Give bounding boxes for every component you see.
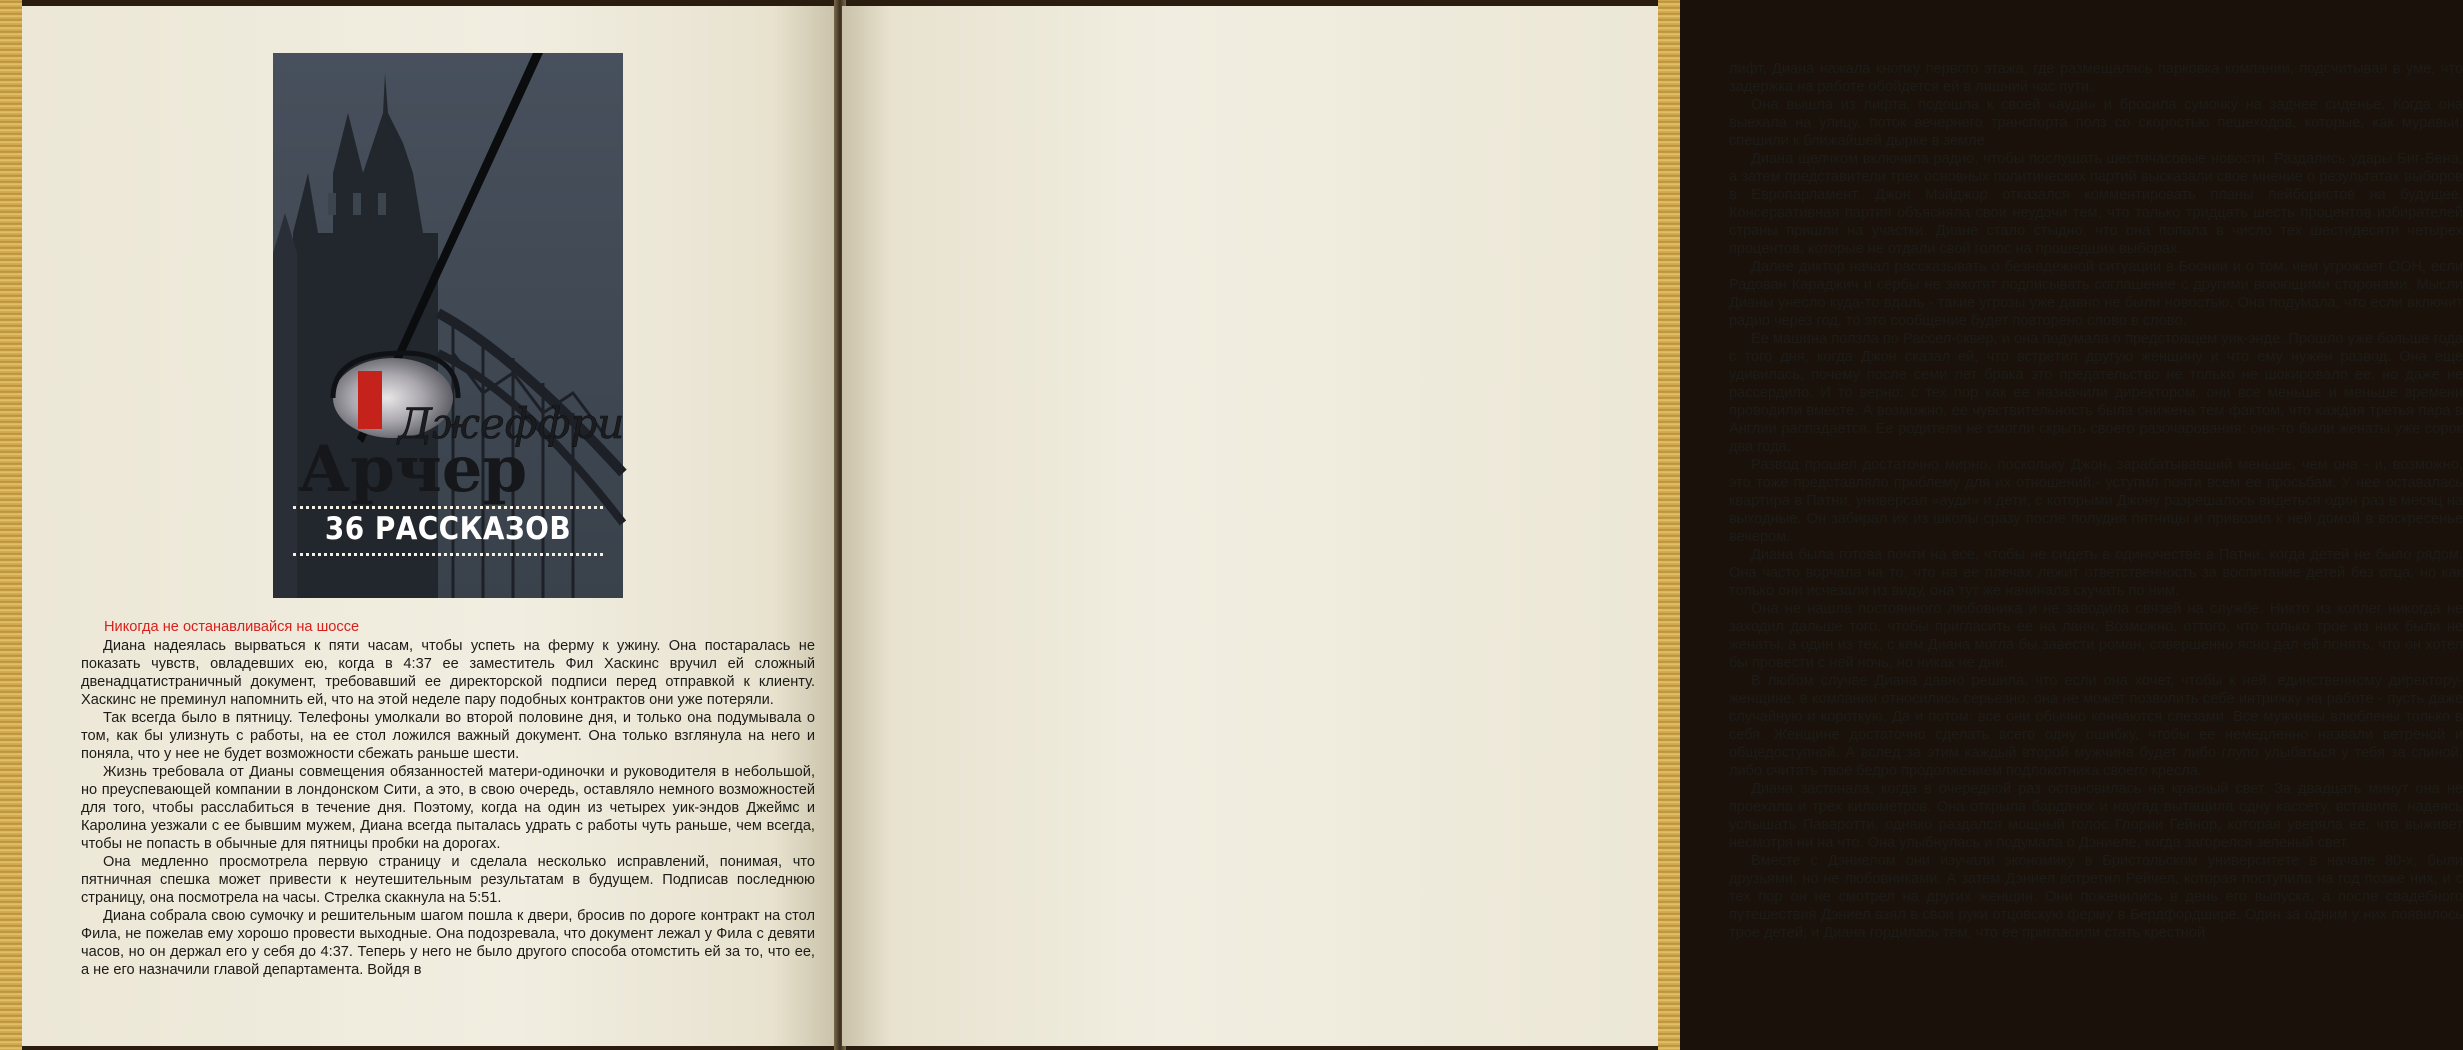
paragraph: Диана застонала, когда в очередной раз остановилась на красный свет. За двадцать минут она не проехала и трех километров. Она открыла бардачок и наугад вытащила одну кассету, вставила, надеясь услышать Паваротти, однако раздался мощный голос Глории Гейнор, которая уверяла ее, что выживет несмотря ни на что. Она улыбнулась и подумала о Дэниеле, когда загорелся зеленый свет. [1729,781,2463,851]
paragraph: Ее машина ползла по Рассел-сквер, и она подумала о предстоящем уик-энде. Прошло уже больше года с того дня, когда Джон сказал ей, что встретил другую женщину и что ему нужен развод. Она еще удивилась, почему после семи лет брака это предательство не только не шокировало ее, но даже не рассердило. И то верно: с тех пор как ее назначили директором, они все меньше и меньше времени проводили вместе. А возможно, ее чувствительность была снижена тем фактом, что каждая третья пара в Англии распадается. Ее родители не смогли скрыть своего разочарования: они-то были женаты уже сорок два года. [1729,331,2463,455]
cover-author-last: Арчер [298,432,528,507]
paragraph: Она вышла из лифта, подошла к своей «ауди» и бросила сумочку на заднее сиденье. Когда она выехала на улицу, поток вечернего транспорта полз со скоростью пешеходов, которые, как муравьи, спешили к ближайшей дырке в земле. [1729,97,2463,149]
paragraph: Она не нашла постоянного любовника и не заводила связей на службе. Никто из коллег никогда не заходил дальше того, чтобы пригласить ее на ланч. Возможно, оттого, что только трое из них были не женаты, а один из тех, с кем Диана могла бы завести роман, совершенно ясно дал ей понять, что он хотел бы провести с ней ночь, но никак не дни. [1729,601,2463,671]
cover-dotted-rule-bottom [293,553,603,556]
paragraph: Далее диктор начал рассказывать о безнадежной ситуации в Боснии и о том, чем угрожает ООН, если Радован Караджич и сербы не захотят подписывать соглашение с другими воюющими сторонами. Мысли Дианы унесло куда-то вдаль - такие угрозы уже давно не были новостью. Она подумала, что если включит радио через год, то это сообщение будет повторено слово в слово. [1729,259,2463,329]
paragraph: Диана надеялась вырваться к пяти часам, чтобы успеть на ферму к ужину. Она постаралась не показать чувств, овладевших ею, когда в 4:37 ее заместитель Фил Хаскинс вручил ей сложный двенадцатистраничный документ, требовавший ее директорской подписи перед отправкой к клиенту. Хаскинс не преминул напомнить ей, что на этой неделе пару подобных контрактов они уже потеряли. [81,638,815,708]
paragraph: Диана щелчком включила радио, чтобы послушать шестичасовые новости. Раздались удары Биг-Бена, а затем представители трех основных политических партий высказали свое мнение о результатах выборов в Европарламент. Джон Мэйджор отказался комментировать планы лейбористов на будущее. Консервативная партия объясняла свои неудачи тем, что только тридцать шесть процентов избирателей страны пришли на участки. Диане стало стыдно, что она попала в число тех шестидесяти четырех процентов, которые не отдали свой голос на прошедших выборах. [1729,151,2463,257]
paragraph: В любом случае Диана давно решила, что если она хочет, чтобы к ней, единственному директору-женщине, в компании относились серьезно, она не может позволить себе интрижку на работе - пусть даже случайную и короткую. Да и потом: все они обычно кончаются слезами. Все мужчины влюблены только в себя. Женщине достаточно сделать всего одну ошибку, чтобы ее немедленно назвали ветреной и общедоступной. А вслед за этим каждый второй мужчина будет либо глупо улыбаться у тебя за спиной, либо считать твое бедро продолжением подлокотника своего кресла. [1729,673,2463,779]
paragraph: Диана собрала свою сумочку и решительным шагом пошла к двери, бросив по дороге контракт на стол Фила, не пожелав ему хорошо провести выходные. Она подозревала, что документ лежал у Фила с девяти часов, но он держал его у себя до 4:37. Теперь у него не было другого способа отомстить ей за то, что ее, а не его назначили главой департамента. Войдя в [81,908,815,978]
paragraph: Развод прошел достаточно мирно, поскольку Джон, зарабатывавший меньше, чем она - и, возможно, это тоже представляло проблему для их отношений,- уступил почти всем ее просьбам. У нее оставалась квартира в Патни, универсал «ауди» и дети, с которыми Джону разрешалось видеться один раз в месяц на выходные. Он забирал их из школы сразу после полудня пятницы и привозил к ней домой в воскресенье вечером. [1729,457,2463,545]
left-page-text [81,637,815,979]
right-page[interactable] [842,6,2463,1046]
paragraph: Так всегда было в пятницу. Телефоны умолкали во второй половине дня, и только она подумывала о том, как бы улизнуть с работы, на ее стол ложился важный документ. Она только взглянула на него и поняла, что у нее не будет возможности сбежать раньше шести. [81,710,815,762]
right-page-text [1729,60,2463,942]
cover-author-first: Джеффри [398,399,625,448]
paragraph: Жизнь требовала от Дианы совмещения обязанностей матери-одиночки и руководителя в небольшой, но преуспевающей компании в лондонском Сити, а это, в свою очередь, оставляло немного возможностей для того, чтобы расслабиться в течение дня. Поэтому, когда на один из четырех уик-эндов Джеймс и Каролина уезжали с ее бывшим мужем, Диана всегда пыталась удрать с работы чуть раньше, чем всегда, чтобы не попасть в обычные для пятницы пробки на дорогах. [81,764,815,852]
paragraph: Вместе с Дэниелом они изучали экономику в Бристольском университете в начале 80-х, были друзьями, но не любовниками. А затем Дэниел встретил Рейчел, которая поступила на год позже них, и с тех пор он не смотрел на других женщин. Они поженились в день его выпуска, а после свадебного путешествия Дэниел взял в свои руки отцовскую ферму в Бердфордшире. Один за одним у них появилось трое детей, и Диана гордилась тем, что ее пригласили стать крестной [1729,853,2463,941]
paragraph-continuation: лифт, Диана нажала кнопку первого этажа, где размещалась парковка компании, подсчитывая в уме, что задержка на работе обойдется ей в лишний час пути. [1729,61,2463,95]
cover-dotted-rule-top [293,506,603,509]
paragraph: Она медленно просмотрела первую страницу и сделала несколько исправлений, понимая, что пятничная спешка может привести к неутешительным результатам в будущем. Подписав последнюю страницу, она посмотрела на часы. Стрелка скакнула на 5:51. [81,854,815,906]
paragraph: Диана была готова почти на все, чтобы не сидеть в одиночестве в Патни, когда детей не было рядом. Она часто ворчала на то, что на ее плечах лежит ответственность за воспитание детей без отца, но как только они исчезали из виду, она тут же начинала скучать по ним. [1729,547,2463,599]
cover-book-title: 36 РАССКАЗОВ [324,511,572,547]
book-edge-left [0,0,22,1050]
book-cover-image [273,53,623,598]
book-edge-right [1658,0,1680,1050]
story-title: Никогда не останавливайся на шоссе [104,619,360,635]
left-page[interactable] [22,6,838,1046]
